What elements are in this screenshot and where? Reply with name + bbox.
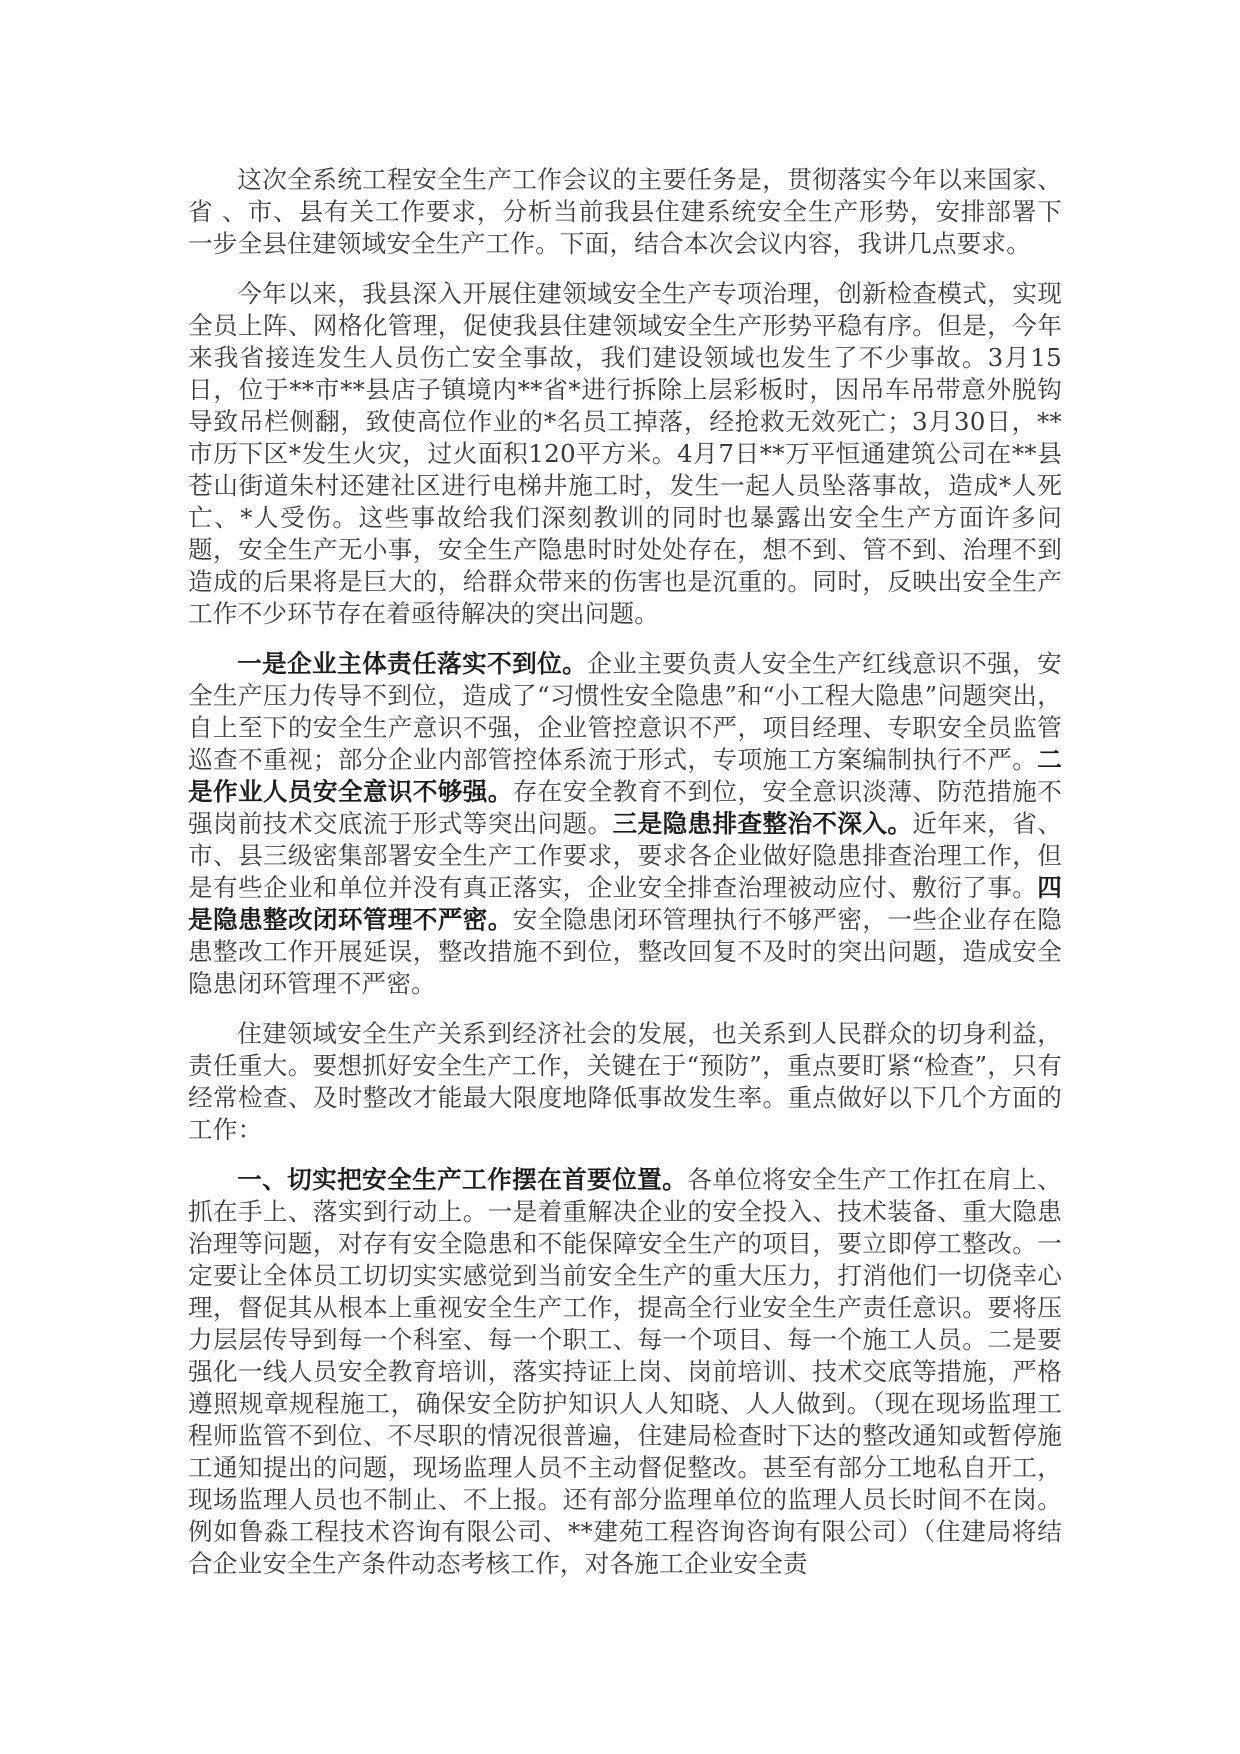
paragraph-section-1 [188, 1164, 1062, 1580]
paragraph-text: 存在安全教育不到位，安全意识淡薄、防范措施不强岗前技术交底流于形式等突出问题。 [188, 777, 1062, 838]
paragraph-text: 近年来，省、市、县三级密集部署安全生产工作要求，要求各企业做好隐患排查治理工作，但是有些企业和单位并没有真正落实，企业安全排查治理被动应付、敷衍了事。 [188, 809, 1063, 902]
paragraph-text: 安全隐患闭环管理执行不够严密，一些企业存在隐患整改工作开展延误，整改措施不到位，整改回复不及时的突出问题，造成安全隐患闭环管理不严密。 [188, 905, 1062, 998]
paragraph-situation [188, 278, 1062, 630]
paragraph-transition [188, 1018, 1062, 1146]
document-page [188, 164, 1062, 1598]
paragraph-intro [188, 164, 1062, 260]
paragraph-text: 各单位将安全生产工作扛在肩上、抓在手上、落实到行动上。一是着重解决企业的安全投入、技术装备、重大隐患治理等问题，对存有安全隐患和不能保障安全生产的项目，要立即停工整改。一定要让全体员工切切实实感觉到当前安全生产的重大压力，打消他们一切侥幸心理，督促其从根本上重视安全生产工作，提高全行业安全生产责任意识。要将压力层层传导到每一个科室、每一个职工、每一个项目、每一个施工人员。二是要强化一线人员安全教育培训，落实持证上岗、岗前培训、技术交底等措施，严格遵照规章规程施工，确保安全防护知识人人知晓、人人做到。（现在现场监理工程师监管不到位、不尽职的情况很普遍，住建局检查时下达的整改通知或暂停施工通知提出的问题，现场监理人员不主动督促整改。甚至有部分工地私自开工，现场监理人员也不制止、不上报。还有部分监理单位的监理人员长时间不在岗。例如鲁淼工程技术咨询有限公司、**建苑工程咨询咨询有限公司）（住建局将结合企业安全生产条件动态考核工作，对各施工企业安全责 [188, 1165, 1062, 1578]
paragraph-problems [188, 648, 1062, 1000]
paragraph-text: 今年以来，我县深入开展住建领域安全生产专项治理，创新检查模式，实现全员上阵、网格化管理，促使我县住建领域安全生产形势平稳有序。但是，今年来我省接连发生人员伤亡安全事故，我们建设领域也发生了不少事故。3月15日，位于**市**县店子镇境内**省*进行拆除上层彩板时，因吊车吊带意外脱钩导致吊栏侧翻，致使高位作业的*名员工掉落，经抢救无效死亡；3月30日，**市历下区*发生火灾，过火面积120平方米。4月7日**万平恒通建筑公司在**县苍山街道朱村还建社区进行电梯井施工时，发生一起人员坠落事故，造成*人死亡、*人受伤。这些事故给我们深刻教训的同时也暴露出安全生产方面许多问题，安全生产无小事，安全生产隐患时时处处存在，想不到、管不到、治理不到造成的后果将是巨大的，给群众带来的伤害也是沉重的。同时，反映出安全生产工作不少环节存在着亟待解决的突出问题。 [188, 279, 1062, 628]
bold-heading-problem-2: 二是作业人员安全意识不够强。 [188, 745, 1062, 806]
bold-heading-problem-3: 三是隐患排查整治不深入。 [612, 809, 913, 838]
paragraph-text: 住建领域安全生产关系到经济社会的发展，也关系到人民群众的切身利益，责任重大。要想抓好安全生产工作，关键在于“预防”，重点要盯紧“检查”，只有经常检查、及时整改才能最大限度地降低事故发生率。重点做好以下几个方面的工作： [188, 1019, 1062, 1144]
paragraph-text: 企业主要负责人安全生产红线意识不强，安全生产压力传导不到位，造成了“习惯性安全隐患”和“小工程大隐患”问题突出，自上至下的安全生产意识不强，企业管控意识不严，项目经理、专职安全员监管巡查不重视；部分企业内部管控体系流于形式，专项施工方案编制执行不严。 [188, 649, 1062, 774]
paragraph-text: 这次全系统工程安全生产工作会议的主要任务是，贯彻落实今年以来国家、省 、市、县有关工作要求，分析当前我县住建系统安全生产形势，安排部署下一步全县住建领域安全生产工作。下面，结合本次会议内容，我讲几点要求。 [188, 165, 1062, 258]
bold-heading-problem-1: 一是企业主体责任落实不到位。 [237, 649, 588, 678]
bold-heading-problem-4: 四是隐患整改闭环管理不严密。 [188, 873, 1062, 934]
bold-heading-section-1: 一、切实把安全生产工作摆在首要位置。 [237, 1165, 688, 1194]
